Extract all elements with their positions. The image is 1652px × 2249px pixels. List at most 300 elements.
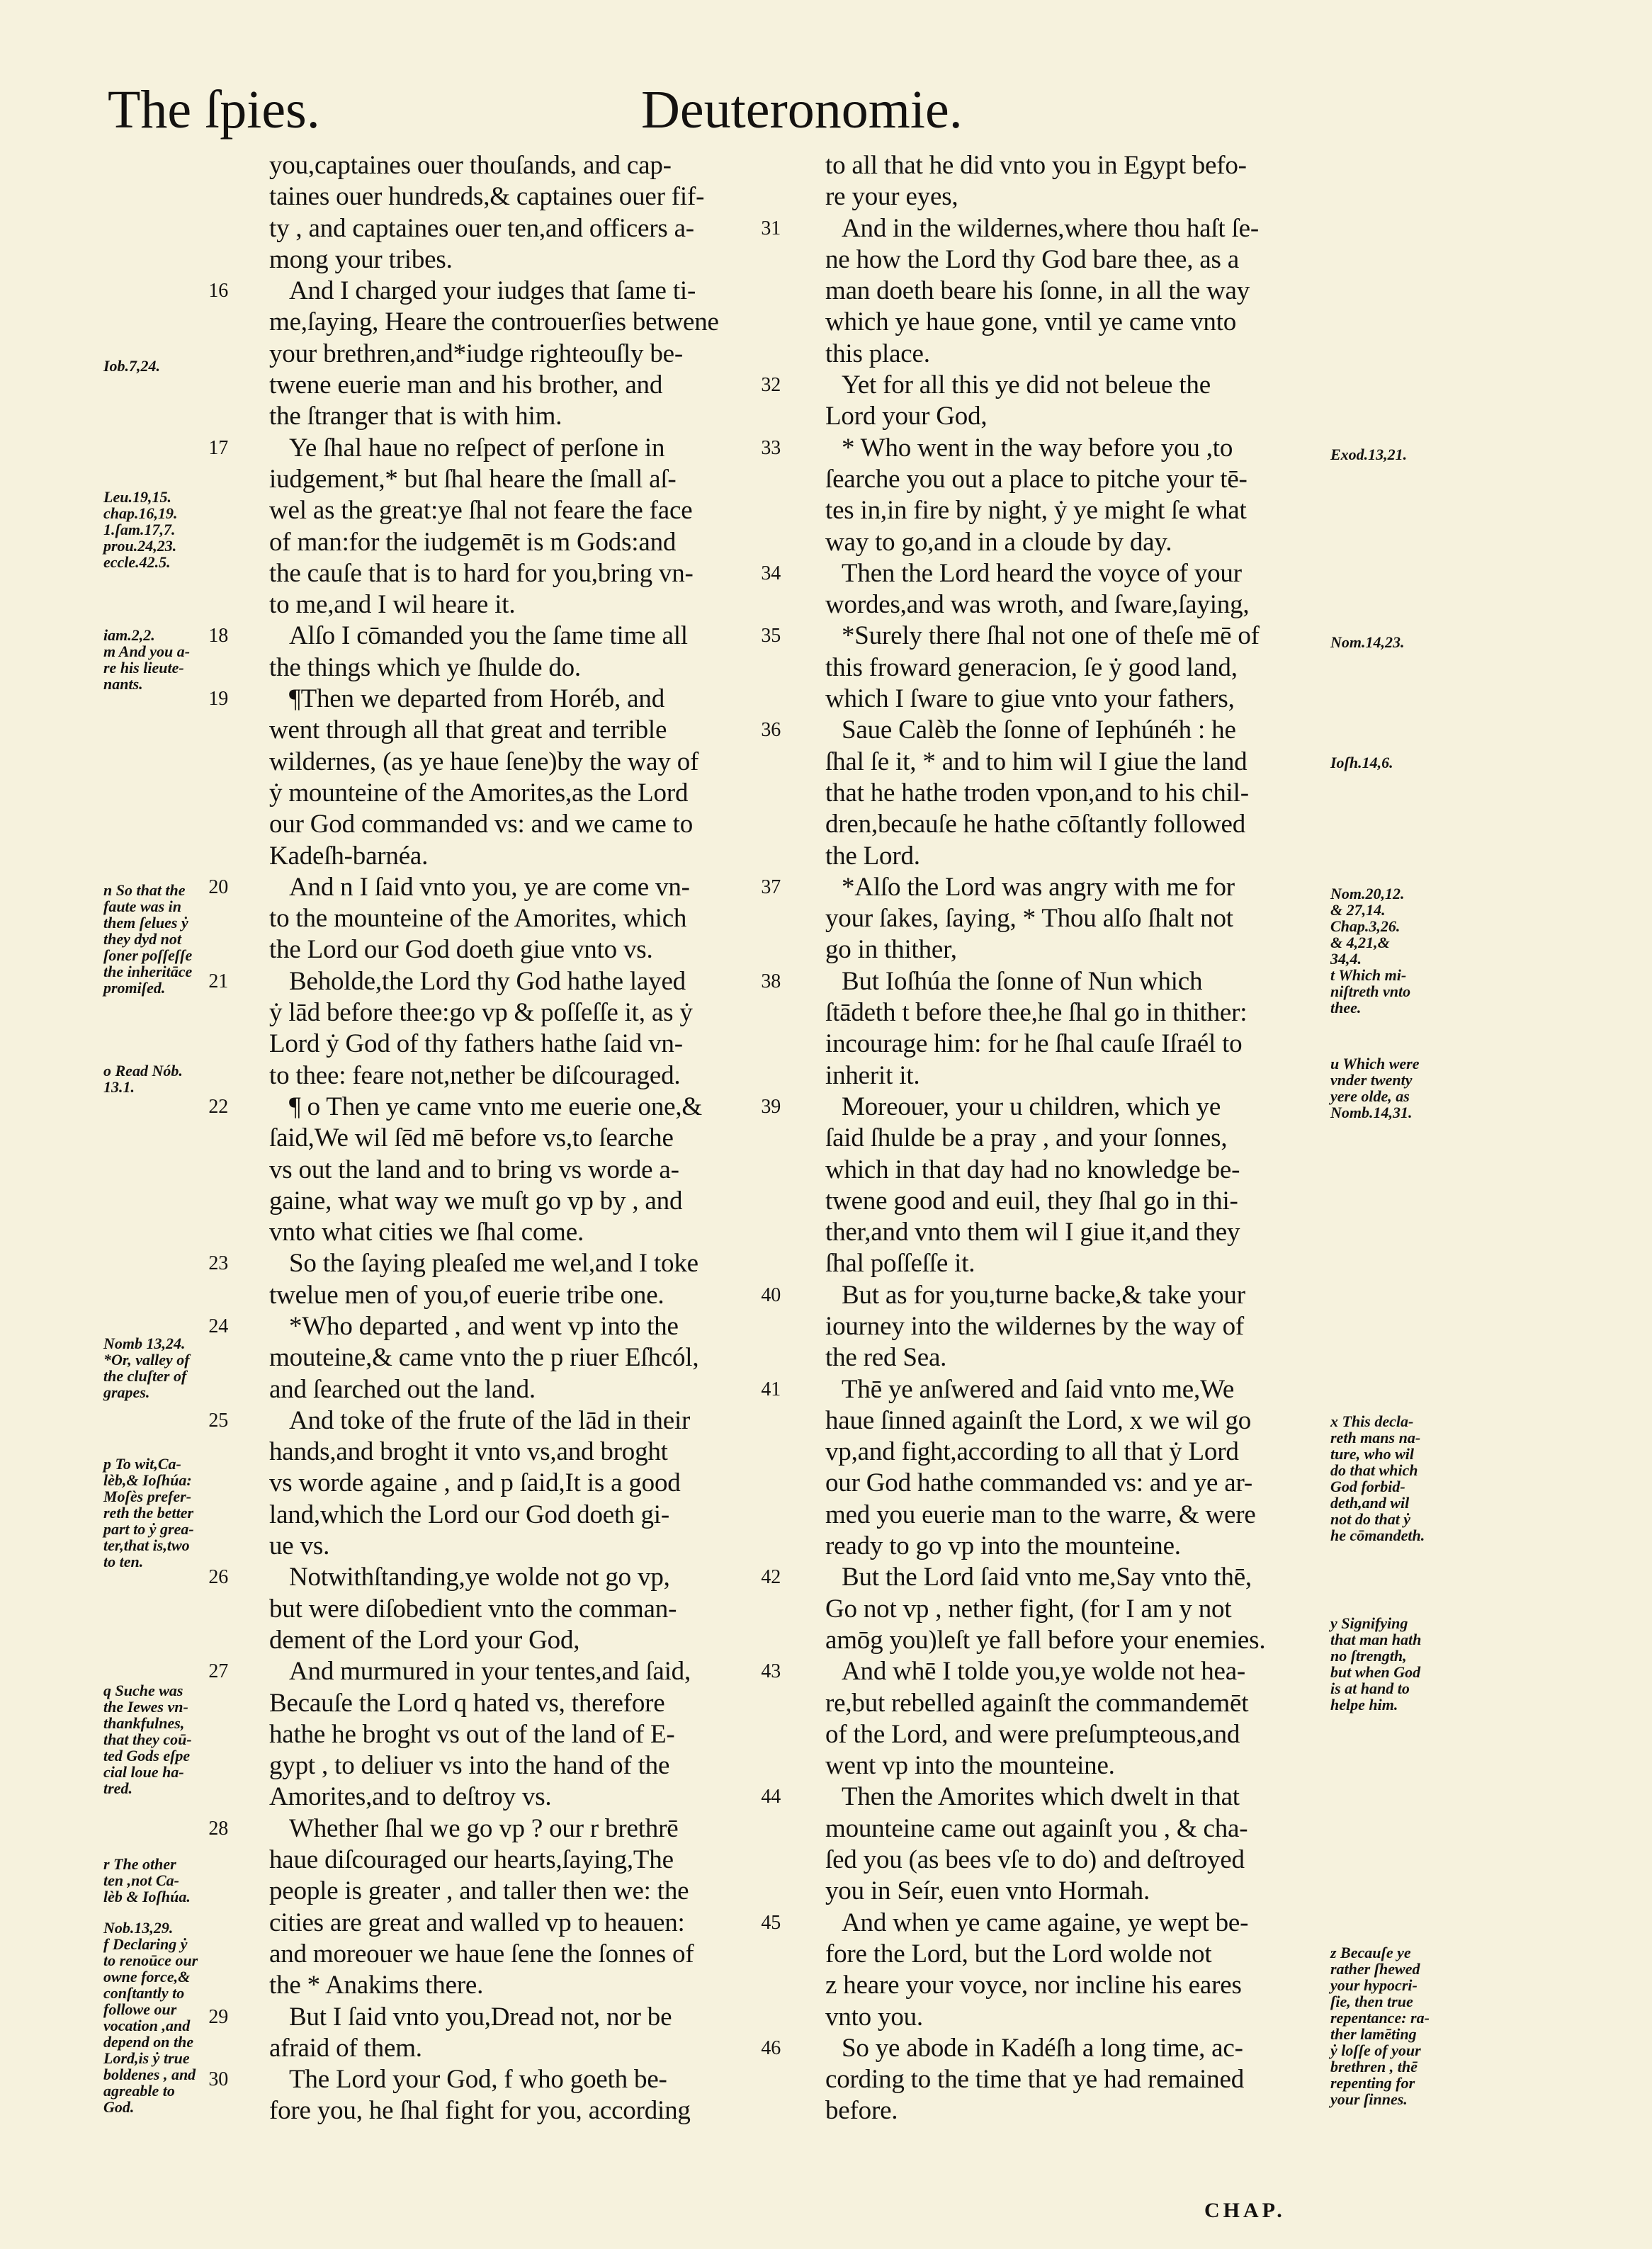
- verse-number: 33: [761, 436, 781, 459]
- text-line: [234, 1750, 793, 1781]
- text-line: [234, 1437, 793, 1468]
- verse-text: to thee: feare not,nether be diſcouraged.: [269, 1060, 681, 1090]
- verse-number: 17: [208, 436, 228, 459]
- text-line: [234, 652, 793, 684]
- text-line: [786, 1405, 1332, 1437]
- verse-text: ty , and captaines ouer ten,and officers a-: [269, 213, 694, 243]
- verse-text: ſhal poſſeſſe it.: [825, 1249, 975, 1279]
- margin-note: iam.2,2. m And you a- re his lieute- nants.: [103, 626, 191, 693]
- text-line: [234, 997, 793, 1029]
- text-line: [234, 1186, 793, 1217]
- verse-number: 35: [761, 625, 781, 647]
- verse-text: twelue men of you,of euerie tribe one.: [269, 1280, 664, 1310]
- text-line: [234, 1845, 793, 1876]
- verse-text: iudgement,* but ſhal heare the ſmall aſ-: [269, 464, 677, 494]
- verse-text: your ſakes, ſaying, * Thou alſo ſhalt not: [825, 904, 1233, 934]
- verse-number: 38: [761, 970, 781, 992]
- text-line: [234, 1781, 793, 1813]
- verse-text: And whē I tolde you,ye wolde not hea-: [842, 1657, 1246, 1687]
- text-line: [786, 1437, 1332, 1468]
- text-line: [208, 966, 793, 997]
- text-line: [786, 1688, 1332, 1719]
- text-line: [761, 1781, 1332, 1813]
- text-line: [208, 1092, 793, 1123]
- text-line: [234, 1342, 793, 1373]
- verse-text: ther,and vnto them wil I giue it,and they: [825, 1218, 1240, 1247]
- verse-text: ¶Then we departed from Horéb, and: [289, 684, 665, 714]
- verse-text: ſaid ſhulde be a pray , and your ſonnes,: [825, 1123, 1228, 1153]
- text-line: [234, 1374, 793, 1405]
- verse-number: 32: [761, 374, 781, 397]
- verse-text: Whether ſhal we go vp ? our r brethrē: [289, 1813, 679, 1843]
- text-line: [786, 1029, 1332, 1060]
- text-line: [234, 1939, 793, 1970]
- verse-text: dement of the Lord your God,: [269, 1625, 580, 1655]
- text-line: [786, 307, 1332, 338]
- margin-note: Exod.13,21.: [1330, 446, 1408, 463]
- margin-note: z Becauſe ye rather ſhewed your hypocri- ſie, then true repentance: ra- ther lamēting ẏ loſſe of your brethren , thē repenting for your ſinnes.: [1330, 1944, 1430, 2108]
- text-line: [234, 495, 793, 526]
- text-line: [208, 2064, 793, 2095]
- verse-text: z heare your voyce, nor incline his eares: [825, 1971, 1242, 2000]
- verse-text: Kadeſh-barnéa.: [269, 841, 429, 871]
- verse-text: of the Lord, and were preſumpteous,and: [825, 1719, 1240, 1749]
- verse-text: ſtādeth t before thee,he ſhal go in thither:: [825, 998, 1248, 1028]
- verse-text: vnto you.: [825, 2002, 923, 2032]
- verse-text: And murmured in your tentes,and ſaid,: [289, 1657, 691, 1687]
- text-line: [234, 1531, 793, 1562]
- text-line: [208, 872, 793, 903]
- verse-number: 27: [208, 1660, 228, 1683]
- verse-text: *Alſo the Lord was angry with me for: [842, 872, 1235, 902]
- verse-text: cities are great and walled vp to heauen:: [269, 1908, 685, 1937]
- verse-text: ſearche you out a place to pitche your tē-: [825, 464, 1248, 494]
- text-line: [208, 1405, 793, 1437]
- verse-text: mouteine,& came vnto the p riuer Eſhcól,: [269, 1343, 699, 1373]
- text-line: [786, 2064, 1332, 2095]
- text-line: [234, 2033, 793, 2064]
- text-line: [761, 1280, 1332, 1311]
- text-line: [234, 747, 793, 778]
- text-line: [208, 2002, 793, 2033]
- verse-text: Moreouer, your u children, which ye: [842, 1092, 1221, 1121]
- right-text-column: [761, 150, 1332, 2127]
- text-line: [234, 181, 793, 213]
- verse-text: *Who departed , and went vp into the: [289, 1311, 679, 1341]
- margin-note: q Suche was the Iewes vn- thankfulnes, that they coū- ted Gods eſpe cial loue ha- tred.: [103, 1682, 192, 1797]
- text-line: [786, 747, 1332, 778]
- verse-text: And when ye came againe, ye wept be-: [842, 1908, 1249, 1937]
- text-line: [761, 872, 1332, 903]
- verse-text: inherit it.: [825, 1060, 920, 1090]
- text-line: [234, 1688, 793, 1719]
- running-head-title: Deuteronomie.: [641, 80, 963, 140]
- verse-text: ſaid,We wil ſēd mē before vs,to ſearche: [269, 1123, 674, 1153]
- verse-text: before.: [825, 2096, 898, 2126]
- text-line: [786, 997, 1332, 1029]
- verse-text: people is greater , and taller then we: the: [269, 1876, 689, 1906]
- text-line: [234, 934, 793, 965]
- text-line: [208, 1248, 793, 1279]
- text-line: [761, 715, 1332, 746]
- verse-text: Becauſe the Lord q hated vs, therefore: [269, 1688, 665, 1718]
- verse-number: 28: [208, 1817, 228, 1840]
- verse-text: ready to go vp into the mounteine.: [825, 1531, 1181, 1561]
- verse-text: the Lord.: [825, 841, 920, 871]
- text-line: [208, 433, 793, 464]
- verse-text: And in the wildernes,where thou haſt ſe-: [842, 213, 1259, 243]
- text-line: [786, 1217, 1332, 1248]
- text-line: [786, 1500, 1332, 1531]
- text-line: [786, 1060, 1332, 1092]
- verse-text: *Surely there ſhal not one of theſe mē of: [842, 621, 1260, 651]
- text-line: [234, 809, 793, 840]
- text-line: [786, 1186, 1332, 1217]
- text-line: [786, 1750, 1332, 1781]
- verse-text: the things which ye ſhulde do.: [269, 652, 581, 682]
- text-line: [761, 213, 1332, 244]
- verse-text: hathe he broght vs out of the land of E-: [269, 1719, 675, 1749]
- verse-text: vs worde againe , and p ſaid,It is a good: [269, 1468, 681, 1498]
- text-line: [234, 778, 793, 809]
- verse-text: ſed you (as bees vſe to do) and deſtroyed: [825, 1845, 1245, 1875]
- verse-text: And toke of the frute of the lād in their: [289, 1405, 691, 1435]
- verse-text: haue ſinned againſt the Lord, x we wil go: [825, 1405, 1252, 1435]
- verse-text: this froward generacion, ſe ẏ good land,: [825, 652, 1238, 682]
- verse-text: And n I ſaid vnto you, ye are come vn-: [289, 872, 690, 902]
- text-line: [208, 1311, 793, 1342]
- text-line: [786, 934, 1332, 965]
- verse-text: wildernes, (as ye haue ſene)by the way of: [269, 747, 699, 776]
- verse-text: you in Seír, euen vnto Hormah.: [825, 1876, 1150, 1906]
- text-line: [234, 903, 793, 934]
- text-line: [786, 652, 1332, 684]
- verse-text: which ye haue gone, vntil ye came vnto: [825, 307, 1237, 337]
- left-text-column: [208, 150, 793, 2127]
- text-line: [786, 464, 1332, 495]
- verse-number: 29: [208, 2005, 228, 2028]
- verse-text: hands,and broght it vnto vs,and broght: [269, 1437, 668, 1467]
- text-line: [234, 213, 793, 244]
- margin-note: p To wit,Ca- lèb,& Ioſhúa: Moſès prefer- reth the better part to ẏ grea- ter,that is,two to ten.: [103, 1455, 194, 1570]
- text-line: [234, 1280, 793, 1311]
- text-line: [761, 2033, 1332, 2064]
- text-line: [786, 276, 1332, 307]
- text-line: [761, 1374, 1332, 1405]
- text-line: [234, 1217, 793, 1248]
- text-line: [786, 589, 1332, 621]
- text-line: [208, 1656, 793, 1687]
- verse-number: 19: [208, 688, 228, 710]
- verse-text: Notwithſtanding,ye wolde not go vp,: [289, 1563, 670, 1592]
- margin-note: Nomb 13,24. *Or, valley of the cluſter of grapes.: [103, 1335, 190, 1401]
- text-line: [786, 1468, 1332, 1499]
- verse-number: 21: [208, 970, 228, 992]
- margin-note: Iob.7,24.: [103, 357, 161, 375]
- text-line: [786, 401, 1332, 432]
- verse-text: to me,and I wil heare it.: [269, 590, 516, 620]
- text-line: [786, 1342, 1332, 1373]
- verse-text: way to go,and in a cloude by day.: [825, 527, 1172, 557]
- text-line: [234, 558, 793, 589]
- verse-number: 16: [208, 280, 228, 302]
- verse-text: vnto what cities we ſhal come.: [269, 1218, 584, 1247]
- text-line: [786, 1155, 1332, 1186]
- verse-text: gaine, what way we muſt go vp by , and: [269, 1186, 683, 1216]
- text-line: [786, 181, 1332, 213]
- verse-text: which I ſware to giue vnto your fathers,: [825, 684, 1235, 714]
- verse-text: But as for you,turne backe,& take your: [842, 1280, 1245, 1310]
- margin-note: Nom.14,23.: [1330, 633, 1405, 651]
- verse-text: went vp into the mounteine.: [825, 1751, 1115, 1781]
- text-line: [786, 2095, 1332, 2126]
- text-line: [234, 1970, 793, 2001]
- verse-text: gypt , to deliuer vs into the hand of the: [269, 1751, 670, 1781]
- margin-note: Nob.13,29. f Declaring ẏ to renoūce our owne force,& conſtantly to followe our vocation ,and depend on the Lord,is ẏ true boldenes , and agreable to God.: [103, 1919, 198, 2116]
- text-line: [786, 495, 1332, 526]
- verse-number: 36: [761, 719, 781, 742]
- verse-text: So the ſaying pleaſed me wel,and I toke: [289, 1249, 698, 1279]
- verse-text: the * Anakims there.: [269, 1971, 484, 2000]
- verse-text: ẏ mounteine of the Amorites,as the Lord: [269, 778, 689, 808]
- verse-text: taines ouer hundreds,& captaines ouer fif-: [269, 182, 705, 212]
- text-line: [786, 778, 1332, 809]
- verse-text: dren,becauſe he hathe cōſtantly followed: [825, 810, 1245, 839]
- verse-text: that he hathe troden vpon,and to his chil-: [825, 778, 1249, 808]
- verse-text: But Ioſhúa the ſonne of Nun which: [842, 966, 1203, 996]
- text-line: [786, 1939, 1332, 1970]
- verse-text: ne how the Lord thy God bare thee, as a: [825, 244, 1240, 274]
- margin-note: o Read Nób. 13.1.: [103, 1062, 183, 1096]
- text-line: [234, 1594, 793, 1625]
- verse-text: Thē ye anſwered and ſaid vnto me,We: [842, 1374, 1235, 1404]
- text-line: [761, 966, 1332, 997]
- verse-text: ſhal ſe it, * and to him wil I giue the land: [825, 747, 1248, 776]
- margin-note: x This decla- reth mans na- ture, who wil do that which God forbid- deth,and wil not do that ẏ he cōmandeth.: [1330, 1412, 1425, 1544]
- verse-text: * Who went in the way before you ,to: [842, 433, 1233, 463]
- text-line: [208, 1813, 793, 1845]
- text-line: [761, 1562, 1332, 1593]
- text-line: [234, 1625, 793, 1656]
- verse-text: Lord your God,: [825, 402, 988, 431]
- text-line: [234, 1500, 793, 1531]
- text-line: [786, 1845, 1332, 1876]
- verse-text: The Lord your God, f who goeth be-: [289, 2065, 667, 2095]
- verse-number: 24: [208, 1315, 228, 1337]
- text-line: [234, 715, 793, 746]
- verse-number: 45: [761, 1911, 781, 1934]
- catchword: CHAP.: [1204, 2199, 1286, 2222]
- verse-text: So ye abode in Kadéſh a long time, ac-: [842, 2033, 1243, 2063]
- verse-text: the cauſe that is to hard for you,bring vn-: [269, 558, 694, 588]
- verse-text: of man:for the iudgemēt is m Gods:and: [269, 527, 677, 557]
- verse-text: And I charged your iudges that ſame ti-: [289, 276, 696, 306]
- text-line: [786, 244, 1332, 276]
- verse-number: 43: [761, 1660, 781, 1683]
- verse-text: ¶ o Then ye came vnto me euerie one,&: [289, 1092, 702, 1121]
- text-line: [761, 1092, 1332, 1123]
- verse-text: Then the Lord heard the voyce of your: [842, 558, 1242, 588]
- verse-number: 18: [208, 625, 228, 647]
- text-line: [234, 2095, 793, 2126]
- text-line: [234, 589, 793, 621]
- verse-text: man doeth beare his ſonne, in all the way: [825, 276, 1250, 306]
- verse-text: mong your tribes.: [269, 244, 453, 274]
- text-line: [761, 433, 1332, 464]
- verse-text: mounteine came out againſt you , & cha-: [825, 1813, 1248, 1843]
- verse-text: wordes,and was wroth, and ſware,ſaying,: [825, 590, 1250, 620]
- text-line: [234, 1876, 793, 1907]
- verse-number: 23: [208, 1252, 228, 1275]
- text-line: [786, 903, 1332, 934]
- verse-text: and ſearched out the land.: [269, 1374, 536, 1404]
- verse-text: fore the Lord, but the Lord wolde not: [825, 1939, 1212, 1968]
- text-line: [234, 464, 793, 495]
- text-line: [786, 1876, 1332, 1907]
- text-line: [786, 841, 1332, 872]
- text-line: [786, 1594, 1332, 1625]
- verse-text: incourage him: for he ſhal cauſe Iſraél to: [825, 1029, 1243, 1059]
- verse-text: vp,and fight,according to all that ẏ Lord: [825, 1437, 1239, 1467]
- running-head-left: The ſpies.: [108, 80, 320, 140]
- verse-text: twene good and euil, they ſhal go in thi-: [825, 1186, 1238, 1216]
- verse-number: 30: [208, 2068, 228, 2091]
- text-line: [786, 2002, 1332, 2033]
- verse-text: Beholde,the Lord thy God hathe layed: [289, 966, 686, 996]
- margin-note: n So that the faute was in them ſelues ẏ they dyd not ſoner poſſeſſe the inheritāce promiſed.: [103, 881, 193, 997]
- verse-text: ẏ lād before thee:go vp & poſſeſſe it, as ẏ: [269, 998, 693, 1028]
- text-line: [761, 558, 1332, 589]
- verse-text: your brethren,and*iudge righteouſly be-: [269, 339, 684, 368]
- text-line: [786, 1248, 1332, 1279]
- text-line: [786, 1970, 1332, 2001]
- verse-number: 41: [761, 1378, 781, 1400]
- text-line: [761, 1908, 1332, 1939]
- verse-number: 25: [208, 1409, 228, 1432]
- text-line: [208, 621, 793, 652]
- verse-text: cording to the time that ye had remained: [825, 2065, 1244, 2095]
- verse-number: 34: [761, 562, 781, 584]
- margin-note: Ioſh.14,6.: [1330, 754, 1393, 771]
- text-line: [786, 1719, 1332, 1750]
- verse-number: 37: [761, 876, 781, 898]
- verse-text: tes in,in fire by night, ẏ ye might ſe what: [825, 496, 1247, 526]
- verse-text: wel as the great:ye ſhal not feare the face: [269, 496, 693, 526]
- verse-text: the ſtranger that is with him.: [269, 402, 562, 431]
- text-line: [234, 841, 793, 872]
- margin-note: Nom.20,12. & 27,14. Chap.3,26. & 4,21,& 34,4. t Which mi- niſtreth vnto thee.: [1330, 885, 1411, 1016]
- verse-text: Alſo I cōmanded you the ſame time all: [289, 621, 688, 651]
- verse-text: but were diſobedient vnto the comman-: [269, 1594, 677, 1624]
- text-line: [786, 150, 1332, 181]
- text-line: [786, 1813, 1332, 1845]
- verse-text: Amorites,and to deſtroy vs.: [269, 1782, 552, 1812]
- verse-text: med you euerie man to the warre, & were: [825, 1500, 1256, 1529]
- verse-text: our God hathe commanded vs: and ye ar-: [825, 1468, 1252, 1498]
- text-line: [761, 621, 1332, 652]
- text-line: [786, 684, 1332, 715]
- verse-text: which in that day had no knowledge be-: [825, 1155, 1240, 1184]
- verse-text: me,ſaying, Heare the controuerſies betwene: [269, 307, 719, 337]
- verse-text: you,captaines ouer thouſands, and cap-: [269, 151, 672, 180]
- text-line: [234, 307, 793, 338]
- verse-number: 42: [761, 1566, 781, 1589]
- verse-number: 20: [208, 876, 228, 898]
- verse-text: haue diſcouraged our hearts,ſaying,The: [269, 1845, 674, 1875]
- text-line: [234, 1908, 793, 1939]
- verse-text: Yet for all this ye did not beleue the: [842, 370, 1211, 400]
- margin-note: Leu.19,15. chap.16,19. 1.ſam.17,7. prou.24,23. eccle.42.5.: [103, 488, 178, 571]
- text-line: [234, 150, 793, 181]
- verse-text: fore you, he ſhal fight for you, according: [269, 2096, 691, 2126]
- verse-text: the red Sea.: [825, 1343, 947, 1373]
- verse-text: amōg you)leſt ye fall before your enemies.: [825, 1625, 1266, 1655]
- text-line: [761, 370, 1332, 401]
- text-line: [208, 1562, 793, 1593]
- verse-text: Ye ſhal haue no reſpect of perſone in: [289, 433, 665, 463]
- text-line: [234, 1719, 793, 1750]
- text-line: [786, 1531, 1332, 1562]
- verse-text: re,but rebelled againſt the commandemēt: [825, 1688, 1249, 1718]
- text-line: [786, 1123, 1332, 1154]
- verse-text: Lord ẏ God of thy fathers hathe ſaid vn-: [269, 1029, 683, 1059]
- verse-text: went through all that great and terrible: [269, 715, 667, 745]
- verse-text: Saue Calèb the ſonne of Iephúnéh : he: [842, 715, 1236, 745]
- verse-number: 22: [208, 1095, 228, 1118]
- verse-number: 31: [761, 217, 781, 239]
- verse-text: to all that he did vnto you in Egypt befo-: [825, 151, 1247, 180]
- text-line: [786, 1311, 1332, 1342]
- verse-text: But the Lord ſaid vnto me,Say vnto thē,: [842, 1563, 1252, 1592]
- verse-number: 40: [761, 1284, 781, 1306]
- verse-number: 39: [761, 1095, 781, 1118]
- verse-text: the Lord our God doeth giue vnto vs.: [269, 935, 653, 965]
- verse-text: go in thither,: [825, 935, 957, 965]
- text-line: [786, 339, 1332, 370]
- verse-text: Go not vp , nether fight, (for I am y not: [825, 1594, 1232, 1624]
- verse-text: twene euerie man and his brother, and: [269, 370, 663, 400]
- text-line: [208, 276, 793, 307]
- verse-text: and moreouer we haue ſene the ſonnes of: [269, 1939, 694, 1968]
- verse-text: But I ſaid vnto you,Dread not, nor be: [289, 2002, 672, 2032]
- verse-number: 26: [208, 1566, 228, 1589]
- verse-text: vs out the land and to bring vs worde a-: [269, 1155, 679, 1184]
- text-line: [786, 527, 1332, 558]
- text-line: [234, 527, 793, 558]
- verse-text: iourney into the wildernes by the way of: [825, 1311, 1245, 1341]
- text-line: [234, 1029, 793, 1060]
- verse-text: ue vs.: [269, 1531, 330, 1561]
- text-line: [234, 339, 793, 370]
- text-line: [234, 1060, 793, 1092]
- text-line: [786, 1625, 1332, 1656]
- margin-note: r The other ten ,not Ca- lèb & Ioſhúa.: [103, 1855, 191, 1905]
- margin-note: u Which were vnder twenty yere olde, as Nomb.14,31.: [1330, 1055, 1420, 1121]
- text-line: [234, 401, 793, 432]
- text-line: [234, 1155, 793, 1186]
- verse-text: afraid of them.: [269, 2033, 422, 2063]
- verse-text: Then the Amorites which dwelt in that: [842, 1782, 1240, 1812]
- verse-text: re your eyes,: [825, 182, 958, 212]
- verse-number: 44: [761, 1786, 781, 1808]
- margin-note: y Signifying that man hath no ſtrength, but when God is at hand to helpe him.: [1330, 1614, 1422, 1713]
- text-line: [786, 809, 1332, 840]
- verse-text: this place.: [825, 339, 930, 368]
- verse-number: 46: [761, 2036, 781, 2059]
- text-line: [234, 1123, 793, 1154]
- text-line: [234, 244, 793, 276]
- text-line: [234, 370, 793, 401]
